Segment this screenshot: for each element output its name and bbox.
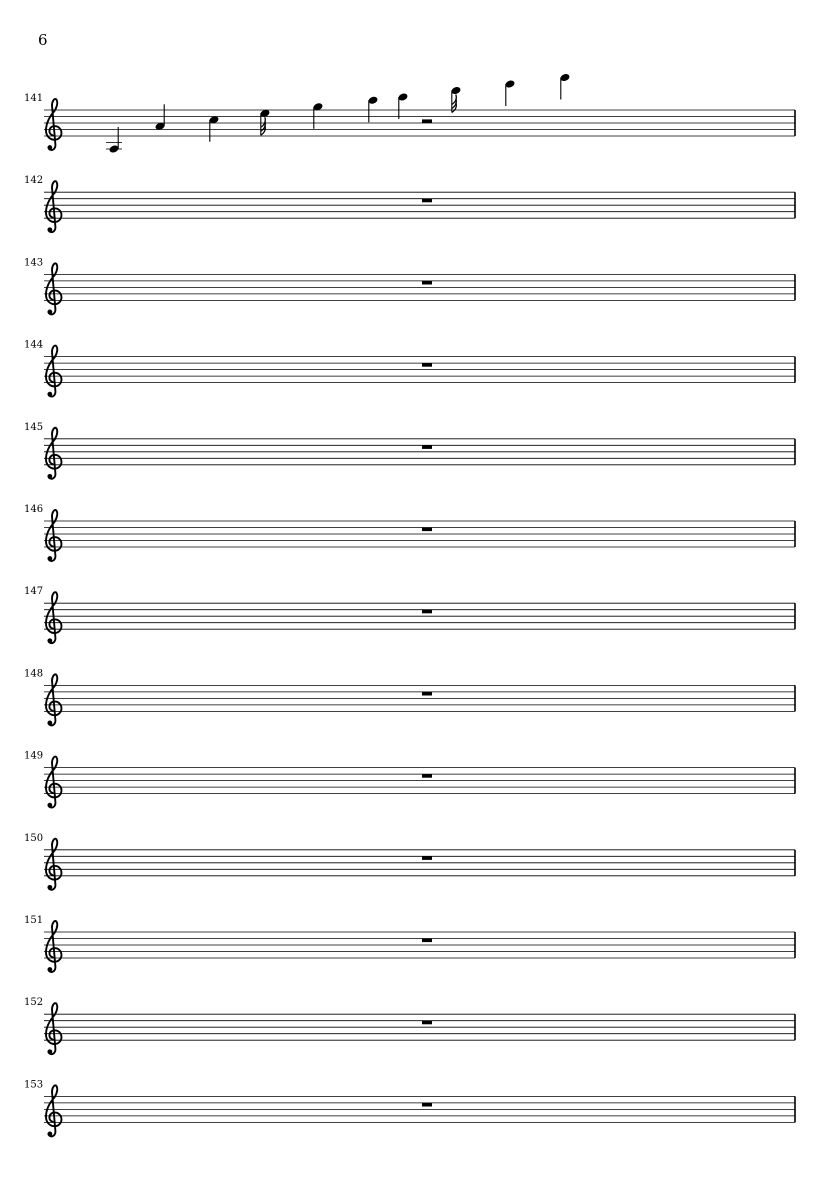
measure-number: 148: [24, 668, 44, 680]
whole-rest: [422, 610, 432, 614]
staff-system: [24, 340, 795, 397]
measure-number: 144: [24, 339, 44, 351]
staff-system: [24, 915, 795, 972]
staff-system: [24, 586, 795, 643]
treble-clef-icon: [46, 510, 61, 561]
staff-system: [24, 73, 795, 154]
staff-system: [24, 668, 795, 725]
treble-clef-icon: [46, 592, 61, 643]
staff-system: [24, 175, 795, 232]
measure-number: 147: [24, 586, 44, 598]
measure-number: 151: [24, 915, 44, 926]
measure-number: 146: [24, 504, 44, 515]
measure-number: 142: [24, 175, 44, 187]
whole-rest: [422, 1021, 432, 1025]
whole-rest: [422, 939, 432, 943]
staff-system: [24, 257, 795, 314]
treble-clef-icon: [46, 263, 61, 314]
staff-system: [24, 997, 795, 1054]
treble-clef-icon: [46, 674, 61, 725]
staff-system: [24, 751, 795, 808]
treble-clef-icon: [46, 1003, 61, 1054]
half-rest: [422, 119, 432, 123]
treble-clef-icon: [46, 99, 61, 150]
measure-number: 152: [24, 997, 44, 1009]
whole-rest: [422, 1103, 432, 1107]
whole-rest: [422, 199, 432, 203]
measure-number: 143: [24, 257, 44, 269]
whole-rest: [422, 774, 432, 778]
treble-clef-icon: [46, 839, 61, 890]
whole-rest: [422, 281, 432, 285]
treble-clef-icon: [46, 1085, 61, 1136]
measure-number: 141: [24, 93, 44, 104]
whole-rest: [422, 363, 432, 367]
treble-clef-icon: [46, 428, 61, 479]
treble-clef-icon: [46, 921, 61, 972]
measure-number: 149: [24, 750, 44, 762]
treble-clef-icon: [46, 181, 61, 232]
whole-rest: [422, 528, 432, 532]
measure-number: 145: [24, 421, 44, 433]
staff-system: [24, 422, 795, 479]
staff-system: [24, 833, 795, 890]
whole-rest: [422, 692, 432, 696]
whole-rest: [422, 856, 432, 860]
page-number: 6: [38, 31, 48, 49]
treble-clef-icon: [46, 757, 61, 808]
staff-system: [24, 504, 795, 561]
staff-system: [24, 1079, 795, 1136]
measure-number: 153: [24, 1079, 44, 1091]
whole-rest: [422, 445, 432, 449]
treble-clef-icon: [46, 346, 61, 397]
measure-number: 150: [24, 832, 44, 844]
